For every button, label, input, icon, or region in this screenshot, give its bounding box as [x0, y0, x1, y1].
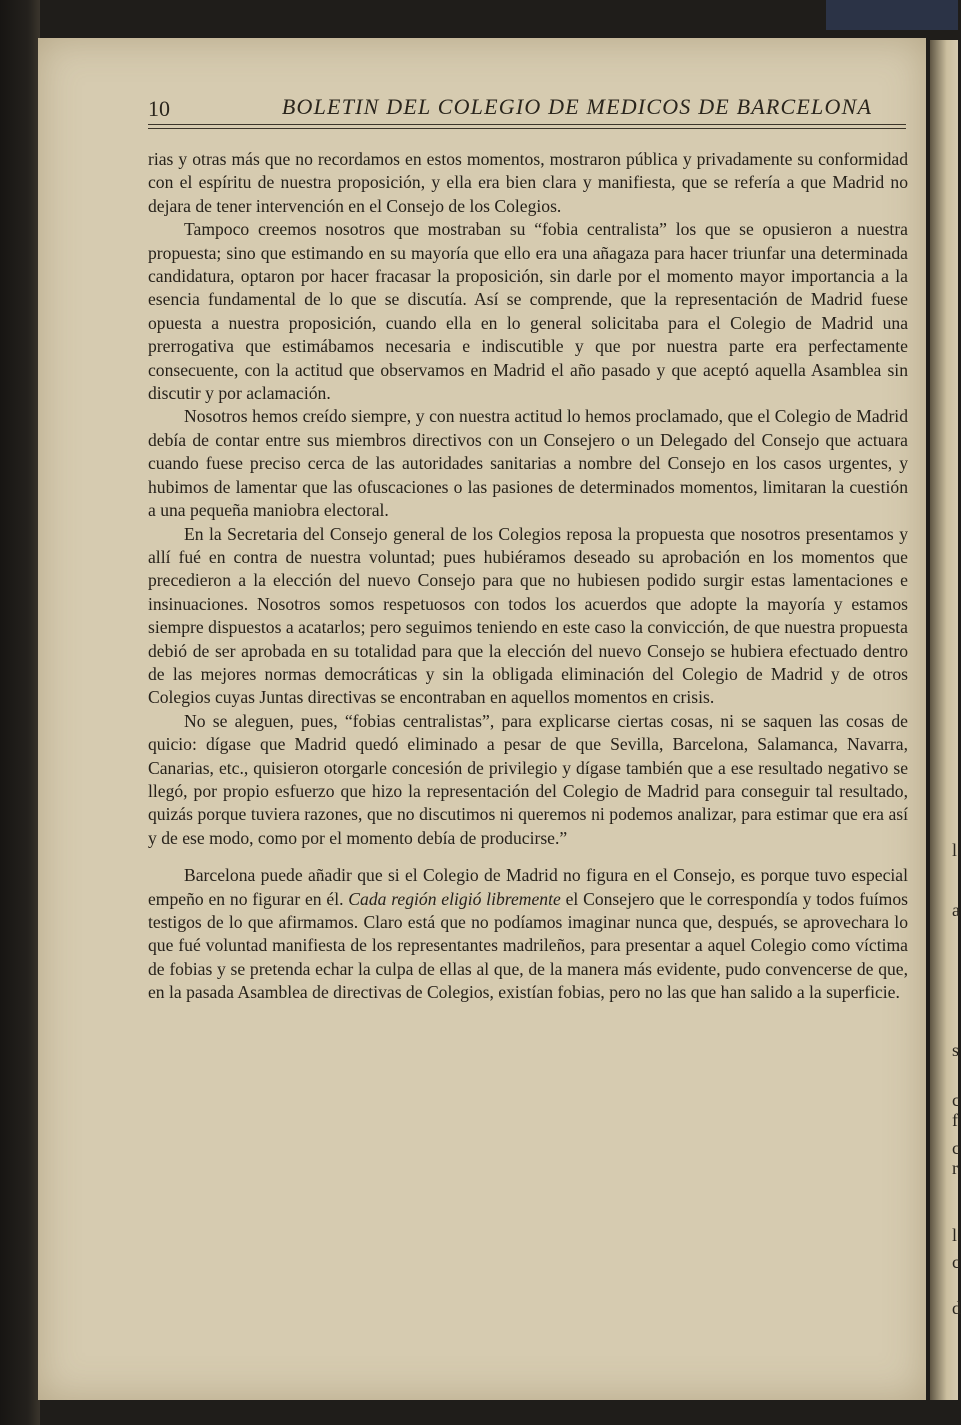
margin-fragment: l	[952, 840, 958, 860]
running-header	[148, 94, 906, 125]
margin-fragment: l	[952, 1225, 958, 1245]
margin-fragment: f	[952, 1110, 958, 1130]
margin-fragment: c	[952, 1252, 960, 1272]
page-number: 10	[148, 96, 170, 121]
paragraph: Tampoco creemos nosotros que mostraban su “fobia centralista” los que se opusieron a nuestra propuesta; sino que estimando en su mayoría que ello era una añagaza para hacer triunfar una determinada candidatura, optaron por hacer fracasar la proposición, sin darle por el momento mayor importancia a la esencia fundamental de lo que se discutía. Así se comprende, que la representación de Madrid fuese opuesta a nuestra proposición, cuando ella en lo general solicitaba para el Colegio de Madrid una prerrogativa que estimábamos necesaria e indiscutible y que por nuestra parte era perfectamente consecuente, con la actitud que observamos en Madrid el año pasado y que aceptó aquella Asamblea sin discutir y por aclamación.	[148, 219, 908, 404]
margin-fragment: c	[952, 1138, 960, 1158]
running-title: BOLETIN DEL COLEGIO DE MEDICOS DE BARCELONA	[281, 94, 873, 119]
emphasis-text: Cada región eligió libremente	[348, 888, 561, 909]
margin-fragment: a	[952, 900, 960, 920]
article-body	[148, 148, 908, 1005]
scan-background-left	[0, 0, 40, 1425]
adjacent-page-edge	[930, 40, 961, 1400]
paragraph: En la Secretaria del Consejo general de los Colegios reposa la propuesta que nosotros presentamos y allí fué en contra de nuestra voluntad; pues hubiéramos deseado su aprobación en los momentos que precedieron a la elección del nuevo Consejo para que no hubiesen podido surgir estas lamentaciones e insinuaciones. Nosotros somos respetuosos con todos los acuerdos que adopte la mayoría y estamos siempre dispuestos a acatarlos; pero seguimos teniendo en este caso la convicción, de que nuestra propuesta debió de ser aprobada en su totalidad para que la elección del nuevo Consejo se hubiera efectuado dentro de las mejores normas democráticas y sin la obligada eliminación del Colegio de Madrid y de otros Colegios cuyas Juntas directivas se encontraban en aquellos momentos en crisis.	[148, 523, 908, 708]
paragraph	[148, 864, 908, 1004]
paragraph-text: el Consejero que le correspondía y todos fuímos testigos de lo que afirmamos. Claro está que no podíamos imaginar nunca que, después, se aprovechara lo que fué voluntad manifiesta de los representantes madrileños, para presentar a aquel Colegio como víctima de fobias y se pretenda echar la culpa de ellas al que, de la manera más evidente, pudo convencerse de que, en la pasada Asamblea de directivas de Colegios, existían fobias, pero no las que han salido a la superficie.	[148, 888, 909, 1003]
paragraph: rias y otras más que no recordamos en estos momentos, mostraron pública y privadamente su conformidad con el espíritu de nuestra proposición, y ella era bien clara y manifiesta, que se refería a que Madrid no dejara de tener intervención en el Consejo de los Colegios.	[148, 149, 908, 216]
paragraph: Nosotros hemos creído siempre, y con nuestra actitud lo hemos proclamado, que el Colegio de Madrid debía de contar entre sus miembros directivos con un Consejero o un Delegado del Consejo que actuara cuando fuese preciso cerca de las autoridades sanitarias a nombre del Consejo en los casos urgentes, y hubimos de lamentar que las ofuscaciones o las pasiones de determinados momentos, limitaran la cuestión a una pequeña maniobra electoral.	[148, 406, 908, 521]
margin-fragment: s	[952, 1040, 960, 1060]
book-spine	[826, 0, 958, 30]
margin-fragment: d	[952, 1298, 961, 1318]
header-rule	[148, 128, 906, 129]
margin-fragment: r	[952, 1158, 958, 1178]
margin-fragment: c	[952, 1090, 960, 1110]
paragraph-text: Barcelona puede añadir que si el Colegio de Madrid no figura en el Consejo, es porque tuvo especial empeño en no figurar en él.	[148, 865, 908, 909]
paragraph: No se aleguen, pues, “fobias centralistas”, para explicarse ciertas cosas, ni se saquen las cosas de quicio: dígase que Madrid quedó eliminado a pesar de que Sevilla, Barcelona, Salamanca, Navarra, Canarias, etc., quisieron otorgarle concesión de privilegio y dígase también que a ese resultado negativo se llegó, por propio esfuerzo que hizo la representación del Colegio de Madrid para conseguir tal resultado, quizás porque tuviera razones, que no discutimos ni queremos ni podemos analizar, para estimar que era así y de ese modo, como por el momento debía de producirse.”	[148, 710, 908, 848]
